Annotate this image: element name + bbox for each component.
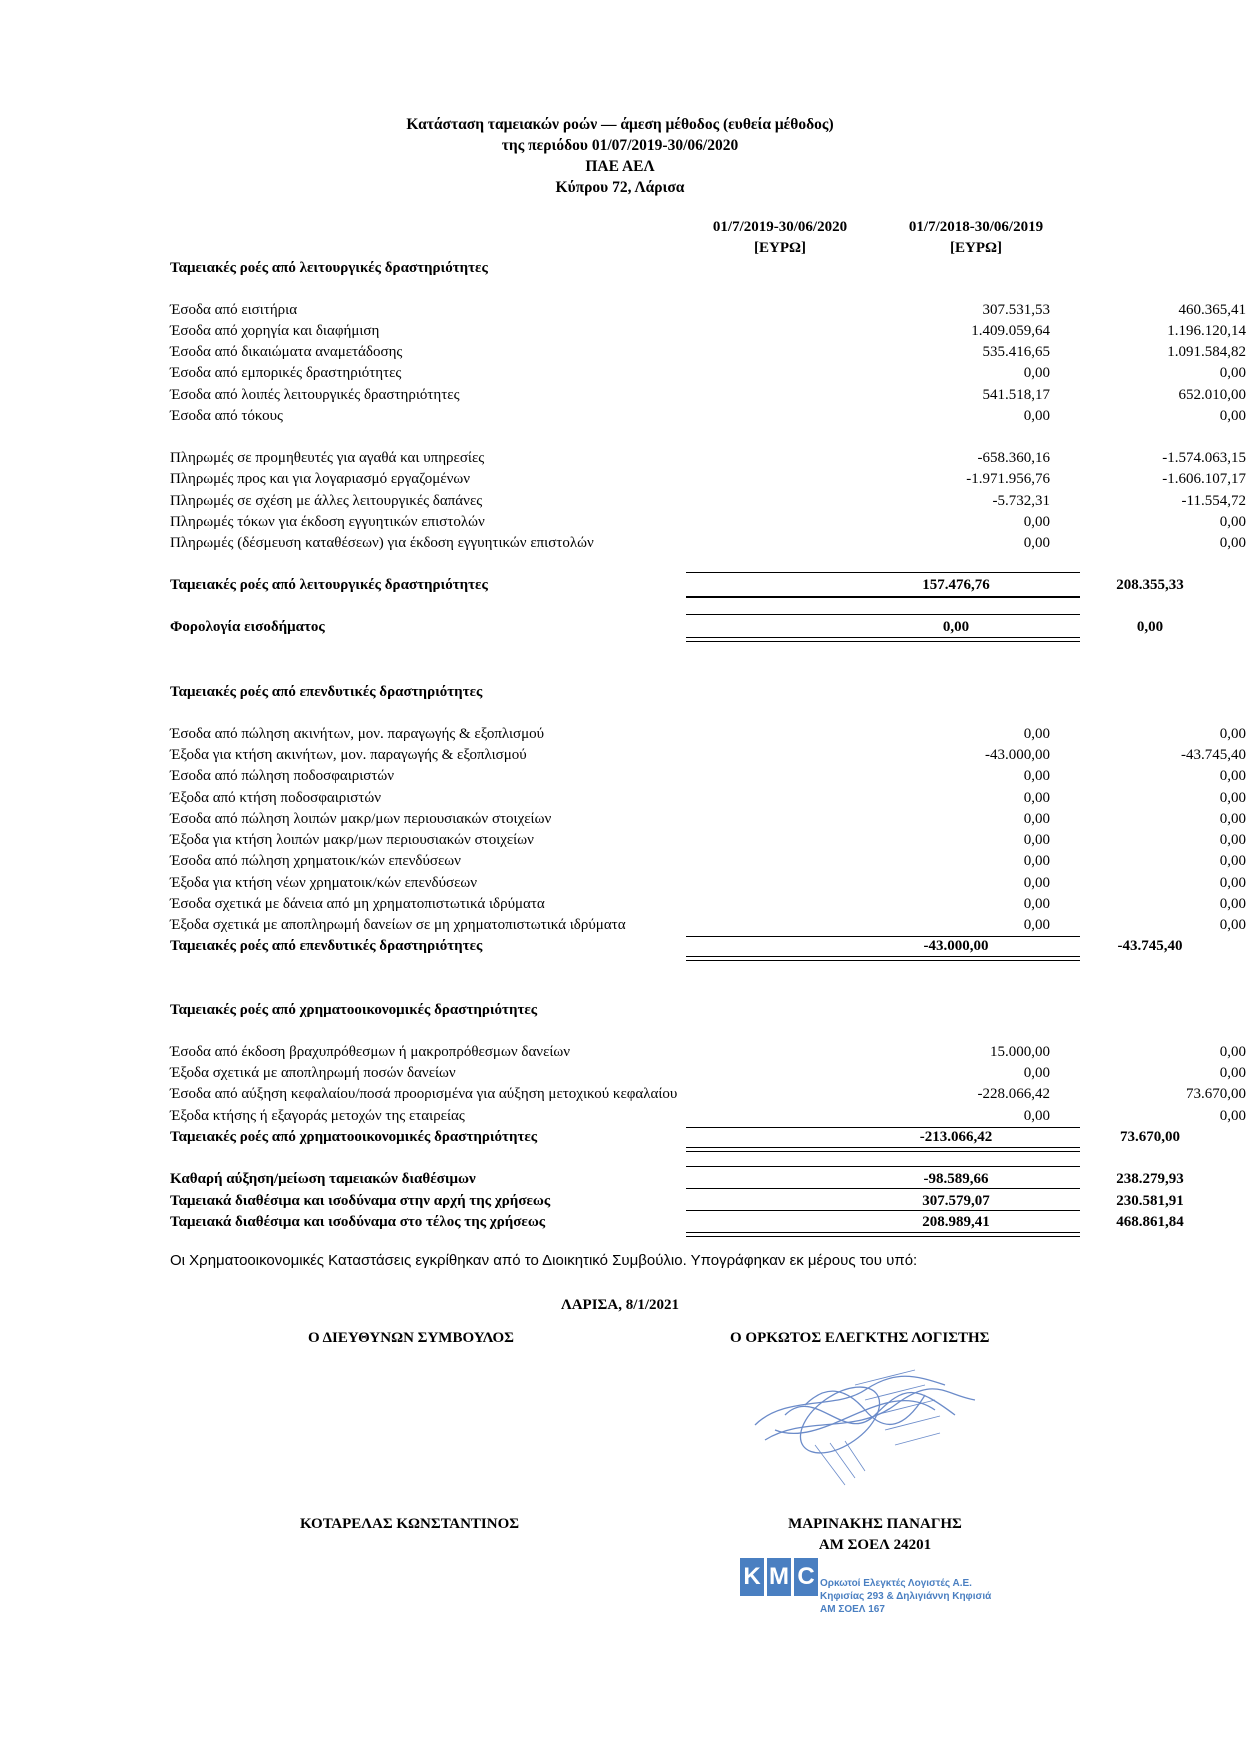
row-value-prior: 0,00 bbox=[1219, 514, 1246, 530]
row-value-prior: 0,00 bbox=[1219, 1108, 1246, 1124]
column-period: 01/7/2018-30/06/2019 bbox=[908, 219, 1044, 235]
table-row bbox=[170, 1063, 1246, 1084]
rule-line bbox=[686, 1210, 1080, 1211]
summary-row-net-change bbox=[170, 1169, 1184, 1190]
row-value-prior: -11.554,72 bbox=[1181, 493, 1246, 509]
row-label: Έσοδα από χορηγία και διαφήμιση bbox=[170, 323, 380, 339]
row-value-prior: 0,00 bbox=[1219, 535, 1246, 551]
row-label: Έσοδα από πώληση ποδοσφαιριστών bbox=[170, 768, 395, 784]
document-title bbox=[0, 114, 1240, 198]
table-row bbox=[170, 406, 1246, 427]
row-value-current: 535.416,65 bbox=[982, 344, 1050, 360]
auditor-name: ΜΑΡΙΝΑΚΗΣ ΠΑΝΑΓΗΣ bbox=[788, 1516, 962, 1532]
row-value-prior: 230.581,91 bbox=[1116, 1193, 1184, 1209]
row-label: Έσοδα από δικαιώματα αναμετάδοσης bbox=[170, 344, 403, 360]
title-line-2: της περιόδου 01/07/2019-30/06/2020 bbox=[501, 137, 739, 154]
table-row bbox=[170, 873, 1246, 894]
row-label: Έσοδα από έκδοση βραχυπρόθεσμων ή μακροπρόθεσμων δανείων bbox=[170, 1044, 571, 1060]
row-value-current: 307.531,53 bbox=[982, 302, 1050, 318]
row-value-prior: 0,00 bbox=[1136, 619, 1164, 635]
title-line-1: Κατάσταση ταμειακών ροών — άμεση μέθοδος (ευθεία μέθοδος) bbox=[406, 116, 834, 133]
row-value-prior: 0,00 bbox=[1219, 408, 1246, 424]
row-value-current: -213.066,42 bbox=[919, 1129, 993, 1145]
row-value-current: 0,00 bbox=[1023, 514, 1050, 530]
row-value-current: 307.579,07 bbox=[922, 1193, 990, 1209]
row-value-prior: 1.091.584,82 bbox=[1167, 344, 1246, 360]
row-value-prior: 238.279,93 bbox=[1116, 1171, 1184, 1187]
row-label: Πληρωμές προς και για λογαριασμό εργαζομένων bbox=[170, 471, 471, 487]
table-row bbox=[170, 851, 1246, 872]
row-label: Έξοδα σχετικά με αποπληρωμή δανείων σε μη χρηματοπιστωτικά ιδρύματα bbox=[170, 917, 626, 933]
rule-line bbox=[686, 1166, 1080, 1167]
row-value-current: 157.476,76 bbox=[922, 577, 990, 593]
row-label: Πληρωμές σε σχέση με άλλες λειτουργικές δαπάνες bbox=[170, 493, 483, 509]
logo-letter: C bbox=[794, 1558, 818, 1596]
row-value-current: 0,00 bbox=[1023, 535, 1050, 551]
table-row bbox=[170, 724, 1246, 745]
column-period: 01/7/2019-30/06/2020 bbox=[712, 219, 848, 235]
row-value-current: 208.989,41 bbox=[922, 1214, 990, 1230]
table-row bbox=[170, 809, 1246, 830]
auditor-registration: ΑΜ ΣΟΕΛ 24201 bbox=[818, 1537, 932, 1553]
row-value-current: 0,00 bbox=[1023, 408, 1050, 424]
logo-letter: M bbox=[767, 1558, 791, 1596]
row-label: Ταμειακές ροές από χρηματοοικονομικές δραστηριότητες bbox=[170, 1002, 538, 1018]
row-value-prior: -1.606.107,17 bbox=[1162, 471, 1246, 487]
double-rule bbox=[686, 1147, 1080, 1152]
row-label: Φορολογία εισοδήματος bbox=[170, 619, 325, 635]
table-row bbox=[170, 448, 1246, 469]
table-row bbox=[170, 1042, 1246, 1063]
row-value-current: 0,00 bbox=[1023, 365, 1050, 381]
table-row bbox=[170, 788, 1246, 809]
row-value-prior: 0,00 bbox=[1219, 726, 1246, 742]
row-value-current: 0,00 bbox=[942, 619, 970, 635]
column-unit: [ΕΥΡΩ] bbox=[753, 240, 806, 256]
table-row bbox=[170, 915, 1246, 936]
total-row-operating bbox=[170, 575, 1184, 596]
row-value-prior: 0,00 bbox=[1219, 365, 1246, 381]
table-row bbox=[170, 894, 1246, 915]
row-label: Ταμειακά διαθέσιμα και ισοδύναμα στο τέλος της χρήσεως bbox=[170, 1214, 546, 1230]
row-label: Έσοδα από πώληση λοιπών μακρ/μων περιουσιακών στοιχείων bbox=[170, 811, 552, 827]
table-row bbox=[170, 300, 1246, 321]
logo-line-1: Ορκωτοί Ελεγκτές Λογιστές Α.Ε. bbox=[820, 1578, 972, 1589]
row-value-prior: 0,00 bbox=[1219, 1044, 1246, 1060]
summary-row-closing-cash bbox=[170, 1212, 1184, 1233]
row-value-prior: 0,00 bbox=[1219, 853, 1246, 869]
row-value-current: 0,00 bbox=[1023, 1108, 1050, 1124]
ceo-title: Ο ΔΙΕΥΘΥΝΩΝ ΣΥΜΒΟΥΛΟΣ bbox=[308, 1330, 514, 1346]
row-value-prior: -1.574.063,15 bbox=[1162, 450, 1246, 466]
row-value-prior: 652.010,00 bbox=[1178, 387, 1246, 403]
column-unit: [ΕΥΡΩ] bbox=[949, 240, 1002, 256]
row-value-prior: 73.670,00 bbox=[1186, 1086, 1246, 1102]
row-value-current: 0,00 bbox=[1023, 832, 1050, 848]
row-label: Έσοδα από πώληση χρηματοικ/κών επενδύσεων bbox=[170, 853, 461, 869]
rule-line bbox=[686, 572, 1080, 573]
row-value-current: 0,00 bbox=[1023, 726, 1050, 742]
row-value-current: 541.518,17 bbox=[982, 387, 1050, 403]
auditor-title: Ο ΟΡΚΩΤΟΣ ΕΛΕΓΚΤΗΣ ΛΟΓΙΣΤΗΣ bbox=[730, 1330, 990, 1346]
row-value-prior: 0,00 bbox=[1219, 917, 1246, 933]
row-label: Ταμειακές ροές από επενδυτικές δραστηριότητες bbox=[170, 938, 483, 954]
section-heading-financing bbox=[170, 1000, 1076, 1021]
table-row bbox=[170, 533, 1246, 554]
rule-line bbox=[686, 1188, 1080, 1189]
row-label: Έξοδα σχετικά με αποπληρωμή ποσών δανείων bbox=[170, 1065, 456, 1081]
row-label: Πληρωμές (δέσμευση καταθέσεων) για έκδοση εγγυητικών επιστολών bbox=[170, 535, 594, 551]
auditor-signature-stamp bbox=[745, 1355, 985, 1495]
row-label: Ταμειακά διαθέσιμα και ισοδύναμα στην αρχή της χρήσεως bbox=[170, 1193, 551, 1209]
row-label: Έσοδα από λοιπές λειτουργικές δραστηριότητες bbox=[170, 387, 460, 403]
row-label: Έξοδα για κτήση νέων χρηματοικ/κών επενδύσεων bbox=[170, 875, 478, 891]
row-value-current: -1.971.956,76 bbox=[966, 471, 1050, 487]
row-label: Έξοδα κτήσης ή εξαγοράς μετοχών της εταιρείας bbox=[170, 1108, 465, 1124]
row-value-prior: 208.355,33 bbox=[1116, 577, 1184, 593]
rule-line bbox=[686, 614, 1080, 615]
total-row-financing bbox=[170, 1127, 1180, 1148]
place-date: ΛΑΡΙΣΑ, 8/1/2021 bbox=[560, 1297, 680, 1313]
row-value-prior: 0,00 bbox=[1219, 875, 1246, 891]
row-value-prior: 0,00 bbox=[1219, 896, 1246, 912]
table-row bbox=[170, 830, 1246, 851]
row-value-prior: 1.196.120,14 bbox=[1167, 323, 1246, 339]
table-row bbox=[170, 491, 1246, 512]
title-line-3: ΠΑΕ ΑΕΛ bbox=[585, 158, 655, 175]
kmc-logo bbox=[740, 1558, 821, 1602]
row-value-prior: -43.745,40 bbox=[1181, 747, 1246, 763]
row-label: Ταμειακές ροές από χρηματοοικονομικές δραστηριότητες bbox=[170, 1129, 538, 1145]
row-value-current: 0,00 bbox=[1023, 875, 1050, 891]
row-value-current: 0,00 bbox=[1023, 853, 1050, 869]
logo-line-2: Κηφισίας 293 & Δηλιγιάννη Κηφισιά bbox=[820, 1591, 992, 1602]
row-label: Έξοδα από κτήση ποδοσφαιριστών bbox=[170, 790, 382, 806]
row-label: Ταμειακές ροές από επενδυτικές δραστηριότητες bbox=[170, 684, 483, 700]
logo-letter: K bbox=[740, 1558, 764, 1596]
row-value-current: 0,00 bbox=[1023, 917, 1050, 933]
row-value-current: -658.360,16 bbox=[977, 450, 1050, 466]
row-value-current: 0,00 bbox=[1023, 1065, 1050, 1081]
summary-row-opening-cash bbox=[170, 1191, 1184, 1212]
row-value-current: 0,00 bbox=[1023, 768, 1050, 784]
row-value-prior: 0,00 bbox=[1219, 1065, 1246, 1081]
row-value-prior: 0,00 bbox=[1219, 832, 1246, 848]
tax-row bbox=[170, 617, 1164, 638]
table-row bbox=[170, 363, 1246, 384]
table-row bbox=[170, 1106, 1246, 1127]
row-value-current: -228.066,42 bbox=[977, 1086, 1050, 1102]
row-label: Έξοδα για κτήση ακινήτων, μον. παραγωγής & εξοπλισμού bbox=[170, 747, 527, 763]
row-label: Έσοδα από αύξηση κεφαλαίου/ποσά προορισμένα για αύξηση μετοχικού κεφαλαίου bbox=[170, 1086, 678, 1102]
row-value-current: 0,00 bbox=[1023, 811, 1050, 827]
row-label: Έσοδα από εισιτήρια bbox=[170, 302, 298, 318]
table-row bbox=[170, 385, 1246, 406]
table-row bbox=[170, 766, 1246, 787]
row-label: Έσοδα σχετικά με δάνεια από μη χρηματοπιστωτικά ιδρύματα bbox=[170, 896, 545, 912]
logo-line-3: ΑΜ ΣΟΕΛ 167 bbox=[820, 1604, 885, 1615]
row-label: Καθαρή αύξηση/μείωση ταμειακών διαθέσιμων bbox=[170, 1171, 476, 1187]
total-row-investing bbox=[170, 936, 1183, 957]
row-label: Έσοδα από τόκους bbox=[170, 408, 283, 424]
row-value-current: 0,00 bbox=[1023, 896, 1050, 912]
row-value-prior: -43.745,40 bbox=[1117, 938, 1183, 954]
row-label: Ταμειακές ροές από λειτουργικές δραστηριότητες bbox=[170, 260, 488, 276]
ceo-name: ΚΟΤΑΡΕΛΑΣ ΚΩΝΣΤΑΝΤΙΝΟΣ bbox=[300, 1516, 520, 1532]
row-value-current: 15.000,00 bbox=[990, 1044, 1050, 1060]
row-value-prior: 0,00 bbox=[1219, 768, 1246, 784]
table-row bbox=[170, 1084, 1246, 1105]
table-row bbox=[170, 321, 1246, 342]
double-rule bbox=[686, 637, 1080, 642]
section-heading-operating bbox=[170, 258, 1076, 279]
logo-caption bbox=[820, 1577, 991, 1616]
table-row bbox=[170, 342, 1246, 363]
double-rule bbox=[686, 1232, 1080, 1237]
row-value-current: -43.000,00 bbox=[985, 747, 1050, 763]
table-row bbox=[170, 512, 1246, 533]
row-label: Έξοδα για κτήση λοιπών μακρ/μων περιουσιακών στοιχείων bbox=[170, 832, 534, 848]
rule-line bbox=[686, 596, 1080, 598]
row-label: Πληρωμές τόκων για έκδοση εγγυητικών επιστολών bbox=[170, 514, 485, 530]
row-label: Ταμειακές ροές από λειτουργικές δραστηριότητες bbox=[170, 577, 488, 593]
column-header-current bbox=[680, 217, 880, 259]
row-label: Έσοδα από πώληση ακινήτων, μον. παραγωγής & εξοπλισμού bbox=[170, 726, 545, 742]
row-value-prior: 0,00 bbox=[1219, 811, 1246, 827]
double-rule bbox=[686, 956, 1080, 961]
row-value-prior: 468.861,84 bbox=[1116, 1214, 1184, 1230]
column-header-prior bbox=[876, 217, 1076, 259]
approval-statement: Οι Χρηματοοικονομικές Καταστάσεις εγκρίθηκαν από το Διοικητικό Συμβούλιο. Υπογράφηκαν εκ μέρους του υπό: bbox=[170, 1252, 918, 1269]
row-value-current: -98.589,66 bbox=[923, 1171, 989, 1187]
row-value-prior: 73.670,00 bbox=[1120, 1129, 1180, 1145]
row-value-current: -5.732,31 bbox=[992, 493, 1050, 509]
row-label: Έσοδα από εμπορικές δραστηριότητες bbox=[170, 365, 402, 381]
title-line-4: Κύπρου 72, Λάρισα bbox=[555, 179, 685, 196]
row-value-current: 1.409.059,64 bbox=[971, 323, 1050, 339]
row-value-current: 0,00 bbox=[1023, 790, 1050, 806]
row-value-prior: 460.365,41 bbox=[1178, 302, 1246, 318]
table-row bbox=[170, 469, 1246, 490]
row-label: Πληρωμές σε προμηθευτές για αγαθά και υπηρεσίες bbox=[170, 450, 485, 466]
section-heading-investing bbox=[170, 682, 1076, 703]
table-row bbox=[170, 745, 1246, 766]
row-value-prior: 0,00 bbox=[1219, 790, 1246, 806]
row-value-current: -43.000,00 bbox=[923, 938, 989, 954]
